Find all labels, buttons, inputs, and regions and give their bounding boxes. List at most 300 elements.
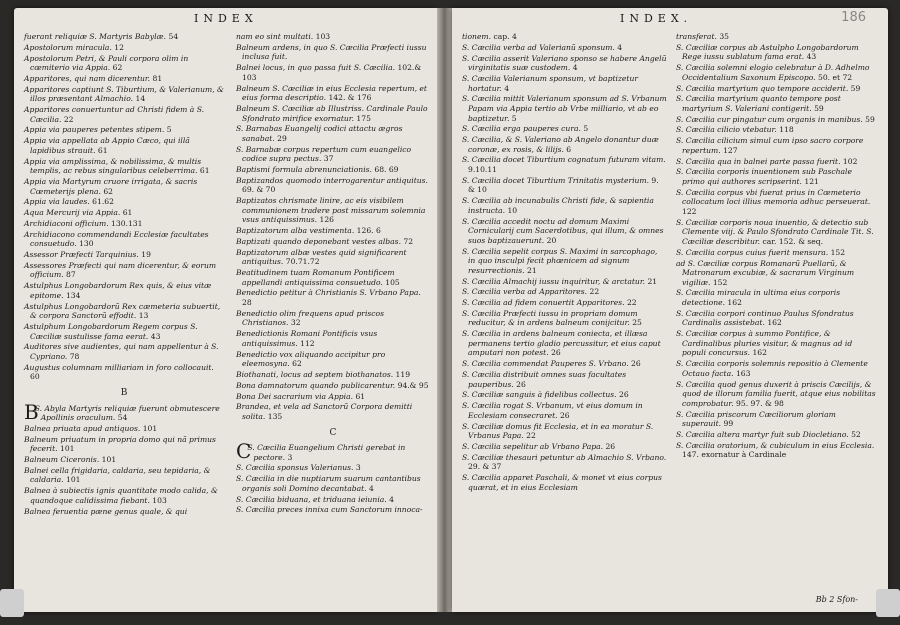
entry-text: S. Cæcilia verba ad Valerianũ sponsum. (462, 42, 618, 52)
entry-text: Balnei locus, in quo passa fuit S. Cæcilia. (236, 63, 398, 73)
entry-text: Balnei cella frigidaria, caldaria, seu tepidaria, & caldaria. (24, 465, 211, 485)
entry-page-ref: 103 (315, 32, 331, 41)
index-entry (236, 495, 430, 505)
entry-text: Baptizatos chrismate linire, ac eis visibilem communionem tradere post missarum solemnia vsus antiquissimus. (236, 196, 426, 225)
index-entry (24, 105, 224, 124)
entry-page-ref: 175 (356, 113, 371, 123)
entry-page-ref: 78 (69, 351, 80, 361)
index-entry (236, 474, 430, 493)
index-entry (24, 74, 224, 84)
entry-page-ref: 50. et 72 (818, 72, 853, 82)
entry-text: Astulphus Longobardorũ Rex cæmeteria subuertit, & corpora Sanctorũ effodit. (24, 301, 221, 321)
entry-page-ref: 4 (369, 483, 374, 493)
entry-text: S. Cæcilia accedit noctu ad domum Maximi Cornicularij cum Sacerdotibus, qui illum, & omnes suos baptizauerunt. (462, 216, 664, 245)
entry-page-ref: 101 (142, 423, 158, 433)
entry-page-ref: 61.62 (92, 197, 114, 207)
entry-page-ref: 6 (566, 144, 572, 154)
entry-text: Baptizandos quomodo interrogarentur antiquitus. (236, 175, 428, 185)
entry-page-ref: 142. & 176 (328, 93, 372, 103)
entry-text: S. Cæcilia altera martyr fuit sub Diocletiano. (676, 429, 852, 439)
entry-page-ref: 21 (527, 265, 537, 275)
entry-text: S. Cæcilia miracula in ultima eius corporis detectione. (676, 288, 841, 308)
entry-page-ref: 147. exornatur à Cardinale (682, 450, 787, 460)
entry-page-ref: 13 (138, 311, 149, 321)
entry-text: S. Cæcilia martyrium quanto tempore post martyrium S. Valeriani contigerit. (676, 94, 841, 113)
index-entry (24, 177, 224, 196)
index-entry (236, 268, 430, 287)
index-entry (24, 302, 224, 321)
index-entry (676, 410, 876, 429)
entry-text: S. Cæcilia ad fidem conuertit Apparitores. (462, 298, 627, 308)
index-entry (236, 84, 430, 103)
page-clip-left (0, 589, 24, 617)
entry-text: S. Cæcilia martyrium quo tempore acciderit. (676, 83, 851, 93)
entry-text: S. Cæcilia Euangelium Christi gerebat in pectore. (247, 443, 406, 462)
entry-page-ref: 162 (727, 298, 742, 308)
index-entry (676, 188, 876, 217)
entry-page-ref: 52 (851, 429, 861, 439)
index-entry (24, 85, 224, 104)
index-entry (24, 43, 224, 53)
index-entry (676, 125, 876, 135)
index-entry (462, 390, 667, 400)
entry-page-ref: 19 (141, 250, 151, 260)
entry-page-ref: 22 (589, 287, 600, 297)
drop-capital: C (236, 439, 252, 464)
entry-page-ref: 101 (66, 475, 81, 485)
entry-text: S. Cæcilia in die nuptiarum suarum cantantibus organis soli Domino decantabat. (236, 474, 421, 493)
section-letter: C (329, 427, 337, 438)
entry-text: Bona Dei sacrarium via Appia. (236, 391, 356, 401)
index-entry (462, 442, 667, 452)
entry-text: fuerant reliquiæ S. Martyris Babylæ. (24, 32, 169, 41)
entry-text: Assessor Præfecti Tarquinius. (24, 250, 142, 260)
entry-text: S. Cæcilia mittit Valerianum sponsum ad S. Vrbanum Papam via Appia tertio ab Vrbe milliario, vt ab eo baptizetur. (462, 94, 667, 123)
index-entry (676, 218, 876, 247)
entry-page-ref: 3 (287, 452, 293, 462)
entry-text: S. Cæcilia oratorium, & cubiculum in eius Ecclesia. (676, 440, 875, 450)
entry-text: Apparitores conuertuntur ad Christi fidem à S. Cæcilia. (24, 105, 205, 124)
entry-text: Balneum Ciceronis. (24, 455, 102, 465)
entry-page-ref: 5 (511, 113, 517, 123)
right-column-2 (676, 32, 876, 461)
index-entry (462, 74, 667, 93)
index-entry (462, 401, 667, 420)
index-entry (24, 136, 224, 155)
entry-page-ref: 130.131 (111, 218, 143, 228)
index-entry (24, 219, 224, 229)
entry-page-ref: 54 (168, 32, 179, 41)
right-page (452, 8, 888, 612)
entry-page-ref: 4 (572, 63, 578, 73)
index-entry (236, 43, 430, 62)
index-entry (24, 424, 224, 434)
entry-text: Benedictio vox aliquando accipitur pro eleemosyna. (236, 349, 386, 369)
index-entry (24, 281, 224, 300)
entry-text: Augustus columnam milliariam in foro collocauit. (24, 362, 214, 372)
entry-page-ref: 29 (277, 133, 287, 143)
entry-page-ref: 94.& 95 (397, 380, 429, 390)
book-gutter (437, 8, 452, 612)
entry-text: Bona damnatorum quando publicarentur. (236, 380, 398, 390)
index-entry (462, 32, 667, 42)
entry-text: S. Cæcilia verba ad Apparitores. (462, 287, 590, 297)
entry-page-ref: 152 (712, 277, 728, 287)
entry-text: tionem. (462, 32, 494, 41)
right-column-1 (462, 32, 667, 493)
index-entry (24, 261, 224, 280)
entry-text: S. Cæcilia sepelit corpus S. Maximi in sarcophago, in quo insculpi fecit phœnicem ad signum resurrectionis. (462, 246, 658, 275)
entry-text: S. Cæcilia Præfecti iussu in propriam domum reducitur, & in ardens balneum conijcitur. (462, 308, 638, 328)
index-entry (676, 136, 876, 155)
entry-page-ref: 134 (65, 290, 81, 300)
index-entry (236, 370, 430, 380)
entry-page-ref: 69. & 70 (242, 185, 276, 195)
entry-text: S. Cæcilia priscorum Cæciliorum gloriam superauit. (676, 409, 836, 429)
entry-page-ref: 152 (830, 247, 846, 257)
entry-page-ref: 95. 97. & 98 (736, 398, 784, 408)
left-page-header: INDEX (194, 12, 258, 25)
entry-page-ref: 25 (632, 318, 642, 328)
entry-page-ref: 122 (682, 206, 697, 216)
left-page (14, 8, 437, 612)
entry-text: ad S. Cæciliæ corpus Romanarũ Puellarũ, & Matronarum excubiæ, & sacrarum Virginum vigiliæ. (676, 258, 855, 287)
entry-text: S. Cæcilia ab incunabulis Christi fide, & sapientia instructa. (462, 196, 654, 215)
index-entry (236, 381, 430, 391)
entry-page-ref: 99 (723, 419, 734, 429)
index-entry (24, 208, 224, 218)
entry-text: Archidiacono commendandi Ecclesiæ facultates consuetudo. (24, 229, 209, 249)
entry-text: Auditores sive audientes, qui nam appellentur à S. Cypriano. (24, 342, 219, 361)
entry-text: Assessores Præfecti qui nam dicerentur, & eorum officium. (24, 260, 217, 280)
entry-text: Balneum S. Cæciliæ ab Illustriss. Cardinale Paulo Sfondrato mirifice exornatur. (236, 103, 428, 123)
entry-page-ref: cap. 4 (493, 32, 517, 41)
entry-page-ref: 102 (842, 156, 858, 166)
entry-page-ref: 61 (355, 391, 366, 401)
entry-page-ref: 26 (551, 348, 561, 358)
entry-text: Appia via appellata ab Appio Cæco, qui illã lapidibus strauit. (24, 136, 190, 155)
entry-text: S. Cæcilia corporis solemnis repositio à Clemente Octauo facta. (676, 359, 868, 378)
index-entry (24, 435, 224, 454)
entry-page-ref: 54 (117, 413, 128, 423)
entry-page-ref: 21 (647, 276, 658, 286)
entry-page-ref: 61 (199, 166, 210, 176)
index-entry (676, 84, 876, 94)
entry-page-ref: 29. & 37 (468, 462, 502, 472)
entry-page-ref: 127 (723, 145, 738, 155)
index-entry (676, 115, 876, 125)
entry-text: Appia via Martyrum cruore irrigata, & sacris Cœmeterijs plena. (24, 177, 198, 196)
entry-page-ref: 14 (135, 94, 146, 104)
index-entry (236, 196, 430, 225)
entry-text: Benedictio olim frequens apud priscos Christianos. (236, 308, 384, 328)
index-entry (24, 32, 224, 42)
entry-text: Apparitores captiunt S. Tiburtium, & Valerianum, & illos præsentant Almachio. (24, 84, 224, 104)
index-entry (676, 309, 876, 328)
index-entry (462, 135, 667, 154)
index-entry (24, 230, 224, 249)
entry-text: Baptizatorum albæ vestes quid significarent antiquitus. (236, 247, 407, 267)
entry-page-ref: 4 (389, 494, 394, 504)
entry-page-ref: 22 (526, 431, 536, 441)
entry-text: nam eo sint multati. (236, 32, 316, 41)
entry-page-ref: 12 (114, 42, 124, 52)
entry-text: S. Barnabas Euangelij codici attactu ægros sanabat. (236, 124, 403, 143)
entry-page-ref: 130 (79, 239, 94, 249)
index-entry (462, 277, 667, 287)
entry-page-ref: 4 (504, 83, 510, 93)
entry-page-ref: 126. 6 (356, 226, 381, 236)
entry-page-ref: 101 (101, 455, 117, 465)
index-entry (676, 329, 876, 358)
section-letter: B (120, 387, 128, 398)
entry-text: S. Cæcilia corporis inuentionem sub Paschale primo qui authores scripserint. (676, 167, 852, 186)
index-entry (236, 226, 430, 236)
drop-capital: B (24, 399, 39, 424)
entry-page-ref: 112 (300, 338, 315, 348)
index-entry (236, 124, 430, 143)
entry-text: Benedictio petitur à Christianis S. Vrbano Papa. (236, 288, 421, 298)
entry-text: Biothanati, locus ad septem biothanatos. (236, 369, 396, 379)
index-entry (676, 441, 876, 460)
entry-page-ref: 32 (290, 318, 301, 328)
entry-text: S. Cæcilia cilicio vtebatur. (676, 125, 780, 135)
entry-text: S. Cæcilia, & S. Valeriano ab Angelo donantur duæ coronæ, ex rosis, & lilijs. (462, 135, 659, 154)
index-entry (462, 176, 667, 195)
entry-page-ref: 5 (583, 124, 589, 134)
index-entry (462, 453, 667, 472)
entry-text: S. Cæcilia sponsus Valerianus. (236, 463, 356, 473)
left-column-1 (24, 32, 224, 517)
entry-page-ref: 60 (30, 372, 40, 382)
entry-text: S. Cæcilia corpus cuius fuerit mensura. (676, 247, 831, 257)
entry-page-ref: car. 152. & seq. (762, 236, 824, 246)
index-entry (24, 399, 224, 424)
index-entry (236, 288, 430, 307)
entry-page-ref: 62 (292, 359, 302, 369)
index-entry (24, 486, 224, 505)
index-entry (462, 359, 667, 369)
entry-text: S. Cæcilia corpus vbi fuerat prius in Cœmeterio collocatum loci illius memoria adhuc perseuerat. (676, 187, 871, 207)
index-entry (676, 167, 876, 186)
entry-text: Baptizatorum alba vestimenta. (236, 226, 357, 236)
entry-text: S. Cæciliæ corporis noua inuentio, & detectio sub Clemente viij. & Paulo Sfondrato Cardinale Tit. S. Cæciliæ describitur. (676, 217, 874, 246)
entry-text: S. Cæcilia asserit Valeriano sponso se habere Angelũ virginitatis suæ custodem. (462, 53, 667, 73)
index-entry (236, 439, 430, 464)
index-entry (462, 247, 667, 276)
entry-text: Appia via pauperes petentes stipem. (24, 125, 167, 135)
index-entry (236, 145, 430, 164)
index-entry (676, 380, 876, 409)
index-entry (24, 54, 224, 73)
index-entry (462, 155, 667, 174)
entry-text: Archidiaconi officium. (24, 218, 112, 228)
index-entry (236, 248, 430, 267)
entry-page-ref: 103 (152, 495, 167, 505)
entry-page-ref: 5 (166, 125, 172, 135)
entry-text: S. Cæcilia Valerianum sponsum, vt baptizetur hortatur. (462, 73, 638, 93)
index-entry (676, 259, 876, 288)
index-entry (236, 392, 430, 402)
entry-page-ref: 3 (355, 463, 361, 473)
entry-text: S. Cæciliæ thesauri petuntur ab Almachio S. Vrbano. (462, 452, 667, 462)
index-entry (236, 505, 430, 515)
index-entry (676, 63, 876, 82)
index-entry (24, 125, 224, 135)
index-entry (236, 350, 430, 369)
entry-text: Beatitudinem tuam Romanum Pontificem appellandi antiquissima consuetudo. (236, 268, 395, 287)
entry-text: Apparitores, qui nam dicerentur. (24, 73, 153, 83)
entry-page-ref: 163 (735, 368, 751, 378)
index-entry (462, 287, 667, 297)
entry-page-ref: 43 (806, 52, 817, 62)
entry-text: S. Cæcilia preces innixa cum Sanctorum innoca- (236, 505, 423, 515)
entry-text: Balneum ardens, in quo S. Cæcilia Præfecti iussu inclusa fuit. (236, 42, 427, 62)
entry-text: S. Cæcilia corpori continuo Paulus Sfondratus Cardinalis assistebat. (676, 308, 854, 328)
index-entry (462, 422, 667, 441)
index-entry (462, 43, 667, 53)
entry-page-ref: 102.& 103 (242, 63, 422, 82)
entry-text: S. Cæcilia cilicium simul cum ipso sacro corpore repertum. (676, 136, 864, 155)
index-entry (676, 248, 876, 258)
entry-page-ref: 105 (385, 277, 400, 287)
entry-page-ref: 72 (403, 236, 414, 246)
entry-text: S. Cæcilia in ardens balneum coniecta, et illæsa permanens tertio gladio percussitur, et eius caput amputari non potest. (462, 329, 661, 358)
entry-page-ref: 28 (242, 298, 252, 308)
entry-page-ref: 118 (779, 125, 794, 135)
entry-page-ref: 26 (631, 359, 641, 369)
entry-text: S. Cæcilia distribuit omnes suas facultates pauperibus. (462, 369, 627, 389)
index-entry (24, 455, 224, 465)
index-entry (462, 94, 667, 123)
index-entry (676, 288, 876, 307)
index-entry (676, 43, 876, 62)
index-entry (236, 329, 430, 348)
entry-text: S. Cæcilia rogat S. Vrbanum, vt eius domum in Ecclesiam consecraret. (462, 401, 643, 420)
entry-text: Astulphus Longobardorum Rex quis, & eius vitæ epitome. (24, 281, 212, 300)
entry-page-ref: 119 (395, 369, 411, 379)
entry-page-ref: 101 (60, 444, 75, 454)
entry-text: Aqua Mercurij via Appia. (24, 208, 123, 218)
entry-page-ref: 43 (150, 331, 161, 341)
entry-text: Balnea à subiectis ignis quantitate modo calida, & quandoque calidissima fiebant. (24, 486, 218, 505)
entry-text: S. Cæcilia biduana, et triduana ieiunia. (236, 494, 390, 504)
entry-text: Balnea feruentia pæne genus quale, & qui (24, 506, 188, 516)
entry-page-ref: 26 (516, 379, 526, 389)
index-entry (24, 466, 224, 485)
entry-page-ref: 59 (850, 83, 861, 93)
entry-text: S. Cæcilia quod genus duxerit à priscis Cæcilijs, & quod de illorum familia fuerit, atque eius nobilitas comprobatur. (676, 379, 876, 408)
left-column-2 (236, 32, 430, 516)
entry-text: S. Cæcilia docet Tiburtium Trinitatis mysterium. (462, 175, 652, 185)
entry-text: S. Cæciliæ corpus à summo Pontifice, & Cardinalibus pluries visitur, & magnus ad id populi concursus. (676, 329, 853, 358)
entry-page-ref: 26 (559, 410, 570, 420)
entry-text: S. Cæcilia qua in balnei parte passa fuerit. (676, 156, 843, 166)
index-entry (236, 63, 430, 82)
signature-mark: Bb 2 Sfon- (815, 595, 858, 604)
index-entry (236, 463, 430, 473)
index-entry (236, 104, 430, 123)
entry-page-ref: 20 (546, 235, 557, 245)
page-number: 186 (841, 10, 866, 25)
entry-text: S. Abyla Martyris reliquiæ fuerunt obmutescere Apollinis oraculum. (34, 403, 220, 423)
entry-page-ref: 70.71.72 (285, 257, 320, 267)
entry-page-ref: 61 (97, 145, 108, 155)
index-entry (24, 157, 224, 176)
entry-text: Balneum priuatum in propria domo qui nã primus fecerit. (24, 434, 216, 454)
right-page-header: INDEX. (620, 12, 693, 25)
page-clip-right (876, 589, 900, 617)
entry-page-ref: 162 (752, 348, 767, 358)
index-entry (676, 430, 876, 440)
entry-page-ref: 10 (507, 205, 518, 215)
index-entry (24, 322, 224, 341)
entry-page-ref: 68. 69 (374, 165, 399, 175)
entry-page-ref: 121 (804, 177, 819, 186)
entry-page-ref: 9.10.11 (468, 165, 497, 175)
entry-page-ref: 162 (767, 318, 782, 328)
index-entry (236, 32, 430, 42)
entry-text: S. Barnabæ corpus repertum cum euangelico codice supra pectus. (236, 144, 412, 164)
index-entry (462, 298, 667, 308)
entry-page-ref: 4 (617, 42, 623, 52)
entry-text: Apostolorum Petri, & Pauli corpora olim in cœmiterio via Appia. (24, 53, 189, 73)
entry-text: S. Cæcilia solemni elogio celebratur à D. Adhelmo Occidentalium Saxonum Episcopo. (676, 63, 870, 82)
index-entry (676, 32, 876, 42)
entry-text: S. Cæcilia cur pingatur cum organis in manibus. (676, 114, 866, 124)
index-entry (24, 342, 224, 361)
entry-page-ref: 126 (319, 215, 335, 225)
entry-text: S. Cæciliæ domus fit Ecclesia, et in ea moratur S. Vrbanus Papa. (462, 421, 654, 441)
entry-text: S. Cæcilia Almachij iussu inquiritur, & arctatur. (462, 276, 648, 286)
index-entry (24, 363, 224, 382)
entry-text: Baptizati quando deponebant vestes albas. (236, 236, 404, 246)
index-entry (676, 94, 876, 113)
entry-page-ref: 37 (323, 154, 334, 164)
entry-text: S. Cæcilia docet Tiburtium cognatum futuram vitam. (462, 155, 666, 165)
entry-page-ref: 26 (618, 390, 629, 400)
entry-text: S. Cæcilia erga pauperes cura. (462, 124, 584, 134)
entry-page-ref: 9. & 10 (468, 175, 659, 195)
index-entry (462, 196, 667, 215)
entry-text: Appia via amplissima, & nobilissima, & multis templis, ac rebus singularibus celeberrima. (24, 156, 202, 176)
index-entry (236, 237, 430, 247)
index-entry (24, 507, 224, 517)
entry-page-ref: 62 (112, 63, 123, 73)
entry-text: Balnea priuata apud antiquos. (24, 423, 143, 433)
entry-text: Baptismi formula abrenunciationis. (236, 165, 375, 175)
index-entry (676, 359, 876, 378)
index-entry (462, 309, 667, 328)
entry-text: Benedictionis Romani Pontificis vsus antiquissimus. (236, 329, 378, 348)
index-entry (462, 473, 667, 492)
entry-text: S. Cæcilia sepelitur ab Vrbano Papa. (462, 441, 606, 451)
index-entry (462, 217, 667, 246)
entry-text: S. Cæcilia commendat Pauperes S. Vrbano. (462, 359, 632, 369)
index-entry (462, 329, 667, 358)
entry-page-ref: 26 (605, 441, 616, 451)
entry-page-ref: 35 (719, 32, 730, 41)
index-entry (462, 124, 667, 134)
entry-page-ref: 81 (152, 73, 163, 83)
entry-text: S. Cæcilia apparet Paschali, & monet vt eius corpus quærat, et in eius Ecclesiam (462, 473, 662, 492)
index-entry (462, 370, 667, 389)
index-entry (462, 54, 667, 73)
entry-text: Balneum S. Cæciliæ in eius Ecclesia repertum, et eius forma descriptio. (236, 83, 427, 103)
entry-page-ref: 62 (103, 186, 113, 196)
entry-text: Astulphum Longobardorum Regem corpus S. Cæciliæ sustulisse fama eerat. (24, 322, 198, 341)
entry-text: Apostolorum miracula. (24, 42, 115, 52)
